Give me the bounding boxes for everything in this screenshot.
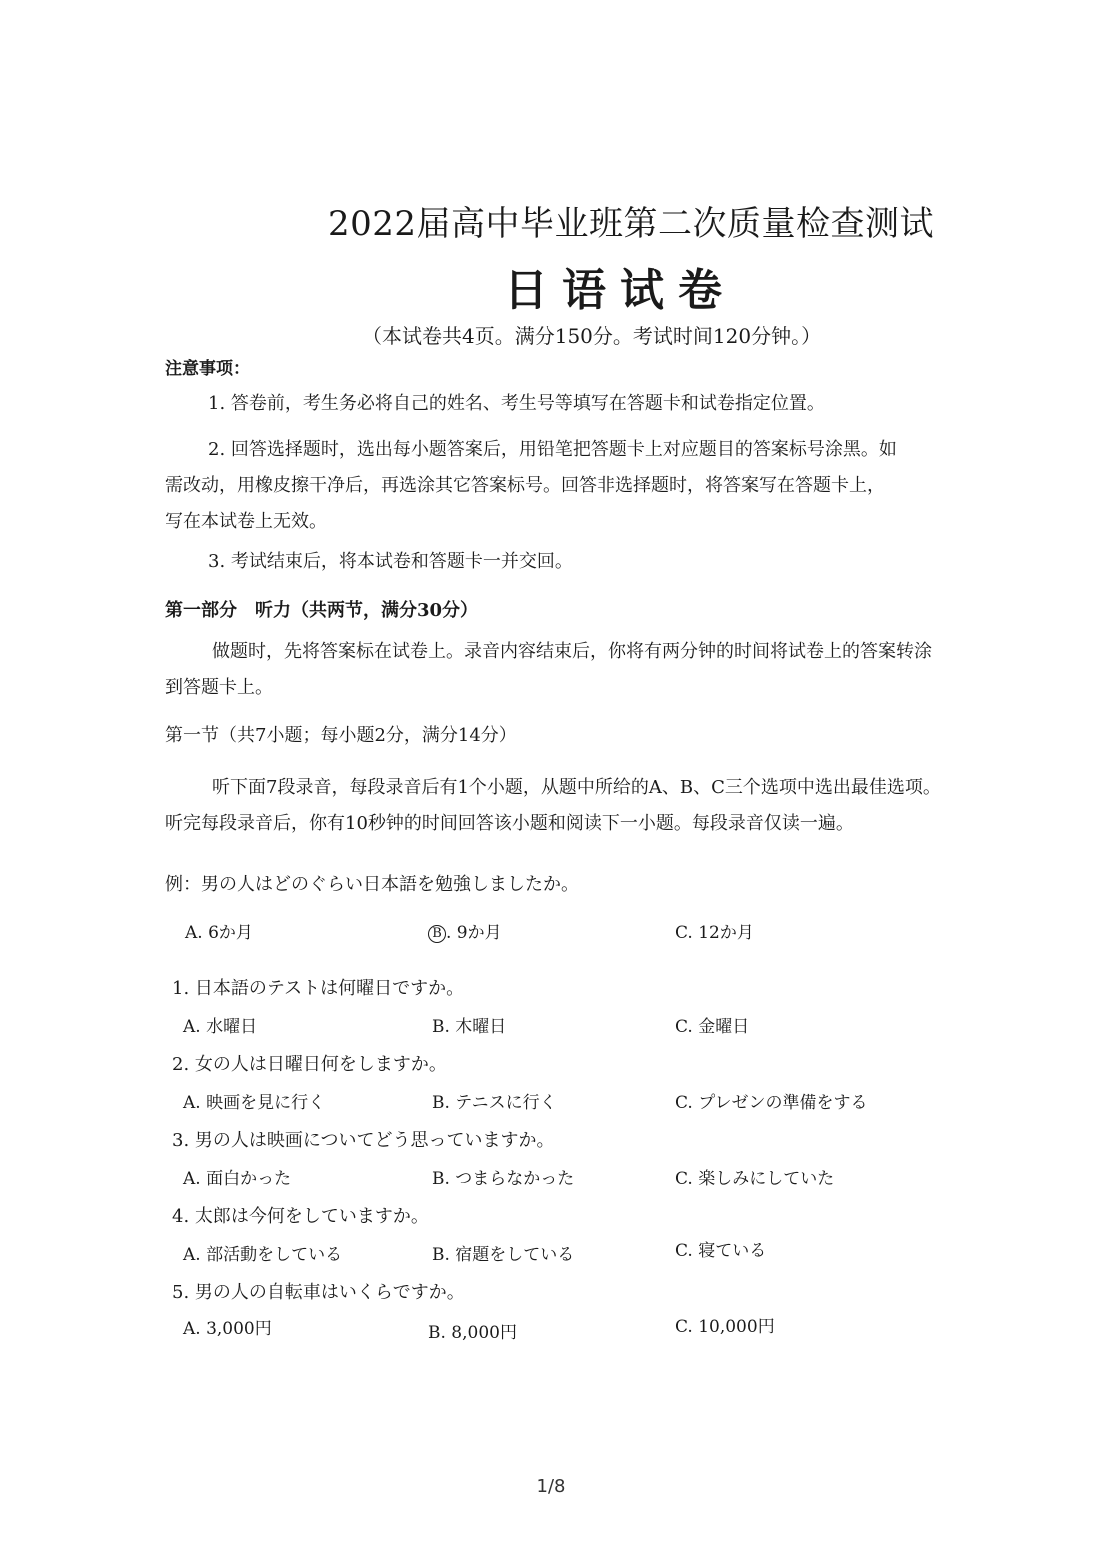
subject-title: 日语试卷: [504, 265, 736, 316]
notice-item-1: 1. 答卷前，考生务必将自己的姓名、考生号等填写在答题卡和试卷指定位置。: [208, 393, 825, 414]
exam-title: 2022届高中毕业班第二次质量检查测试: [328, 204, 935, 244]
question-4-option-c: C. 寝ている: [675, 1241, 767, 1261]
example-option-c: C. 12か月: [675, 923, 754, 943]
question-4-option-a: A. 部活動をしている: [183, 1245, 343, 1265]
question-1: 1. 日本語のテストは何曜日ですか。: [172, 978, 465, 999]
question-1-option-a: A. 水曜日: [183, 1017, 258, 1037]
example-option-b-text: . 9か月: [446, 923, 502, 943]
question-4: 4. 太郎は今何をしていますか。: [172, 1206, 429, 1227]
question-3-option-b: B. つまらなかった: [432, 1169, 575, 1189]
question-4-option-b: B. 宿題をしている: [432, 1245, 575, 1265]
question-2-option-b: B. テニスに行く: [432, 1093, 557, 1113]
question-3: 3. 男の人は映画についてどう思っていますか。: [172, 1130, 555, 1151]
section1-instruction-line-1: 听下面7段录音，每段录音后有1个小题，从题中所给的A、B、C三个选项中选出最佳选项。: [212, 777, 941, 798]
page-number: 1/8: [536, 1476, 566, 1497]
exam-info: （本试卷共4页。满分150分。考试时间120分钟。）: [362, 324, 822, 348]
notice-item-3: 3. 考试结束后，将本试卷和答题卡一并交回。: [208, 551, 573, 572]
part1-intro-line-1: 做题时，先将答案标在试卷上。录音内容结束后，你将有两分钟的时间将试卷上的答案转涂: [212, 641, 932, 662]
question-5-option-b: B. 8,000円: [428, 1323, 517, 1343]
question-1-option-c: C. 金曜日: [675, 1017, 750, 1037]
question-3-option-c: C. 楽しみにしていた: [675, 1169, 835, 1189]
question-2: 2. 女の人は日曜日何をしますか。: [172, 1054, 447, 1075]
section1-heading: 第一节（共7小题；每小题2分，满分14分）: [165, 725, 517, 746]
example-option-a: A. 6か月: [185, 923, 253, 943]
notice-item-2-line-3: 写在本试卷上无效。: [165, 511, 327, 532]
question-3-option-a: A. 面白かった: [183, 1169, 292, 1189]
part1-heading: 第一部分 听力（共两节，满分30分）: [165, 600, 479, 621]
selected-answer-circle: B: [428, 925, 446, 943]
notice-heading: 注意事项：: [165, 359, 250, 379]
question-5-option-c: C. 10,000円: [675, 1317, 775, 1337]
question-5-option-a: A. 3,000円: [183, 1319, 272, 1339]
example-question: 例：男の人はどのぐらい日本語を勉強しましたか。: [165, 874, 579, 895]
question-2-option-c: C. プレゼンの準備をする: [675, 1093, 868, 1113]
question-1-option-b: B. 木曜日: [432, 1017, 507, 1037]
example-option-b: [428, 918, 502, 943]
part1-intro-line-2: 到答题卡上。: [165, 677, 273, 698]
section1-instruction-line-2: 听完每段录音后，你有10秒钟的时间回答该小题和阅读下一小题。每段录音仅读一遍。: [165, 813, 854, 834]
notice-item-2-line-1: 2. 回答选择题时，选出每小题答案后，用铅笔把答题卡上对应题目的答案标号涂黑。如: [208, 439, 897, 460]
question-2-option-a: A. 映画を見に行く: [183, 1093, 326, 1113]
notice-item-2-line-2: 需改动，用橡皮擦干净后，再选涂其它答案标号。回答非选择题时，将答案写在答题卡上，: [165, 475, 885, 496]
question-5: 5. 男の人の自転車はいくらですか。: [172, 1282, 465, 1303]
